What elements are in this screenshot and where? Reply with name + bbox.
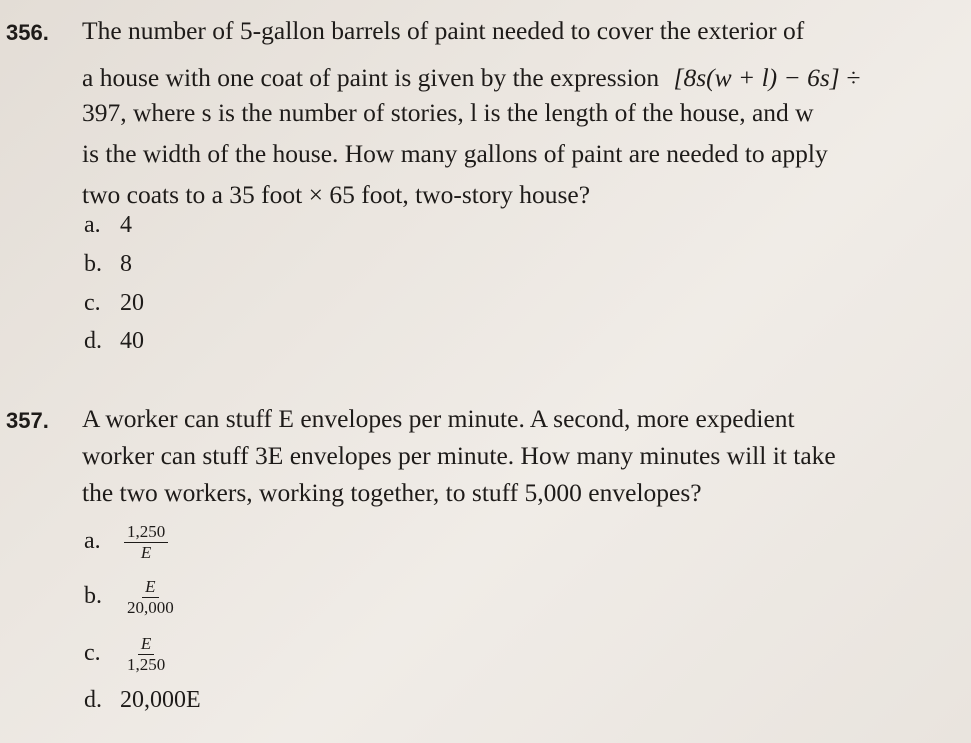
fraction-denominator: E: [140, 543, 152, 562]
answer-choice-b[interactable]: [84, 578, 177, 617]
fraction-numerator: E: [142, 578, 158, 598]
fraction: [124, 523, 168, 562]
answer-choice-a[interactable]: [84, 210, 132, 240]
choice-label: d.: [84, 328, 102, 354]
question-line-2: [82, 63, 860, 93]
choice-value: 8: [120, 251, 132, 277]
question-line-5: two coats to a 35 foot × 65 foot, two-story house?: [82, 180, 591, 209]
choice-value: 40: [120, 328, 144, 354]
answer-choice-d[interactable]: [84, 326, 144, 356]
choice-value: 4: [120, 212, 132, 238]
question-line-1: The number of 5-gallon barrels of paint needed to cover the exterior of: [82, 16, 805, 45]
fraction-denominator: 1,250: [127, 655, 166, 674]
choice-value: 20,000E: [120, 687, 201, 713]
question-line-1: A worker can stuff E envelopes per minute. A second, more expedient: [82, 404, 795, 433]
question-line-2: worker can stuff 3E envelopes per minute. How many minutes will it take: [82, 441, 836, 470]
fraction-numerator: E: [138, 635, 154, 655]
choice-label: a.: [84, 212, 101, 238]
choice-value: 20: [120, 290, 144, 316]
question-line-3: 397, where s is the number of stories, l is the length of the house, and w: [82, 98, 814, 127]
answer-choice-d[interactable]: [84, 685, 201, 715]
fraction-numerator: 1,250: [124, 523, 168, 543]
answer-choice-c[interactable]: [84, 635, 168, 674]
choice-label: b.: [84, 251, 102, 277]
question-line-3: the two workers, working together, to stuff 5,000 envelopes?: [82, 478, 702, 507]
choice-label: d.: [84, 687, 102, 713]
choice-label: a.: [84, 528, 101, 555]
problem-number: 356.: [6, 20, 49, 45]
choice-label: b.: [84, 583, 102, 610]
answer-choice-b[interactable]: [84, 249, 132, 279]
fraction: [124, 635, 168, 674]
choice-label: c.: [84, 290, 101, 316]
choice-label: c.: [84, 640, 101, 667]
question-line-2-text: a house with one coat of paint is given by the expression: [82, 63, 660, 92]
answer-choice-c[interactable]: [84, 288, 144, 318]
paint-expression: [8s(w + l) − 6s] ÷: [673, 63, 861, 92]
question-line-4: is the width of the house. How many gallons of paint are needed to apply: [82, 139, 828, 168]
fraction-denominator: 20,000: [127, 598, 174, 617]
answer-choice-a[interactable]: [84, 523, 168, 562]
problem-number: 357.: [6, 408, 49, 433]
fraction: [124, 578, 177, 617]
